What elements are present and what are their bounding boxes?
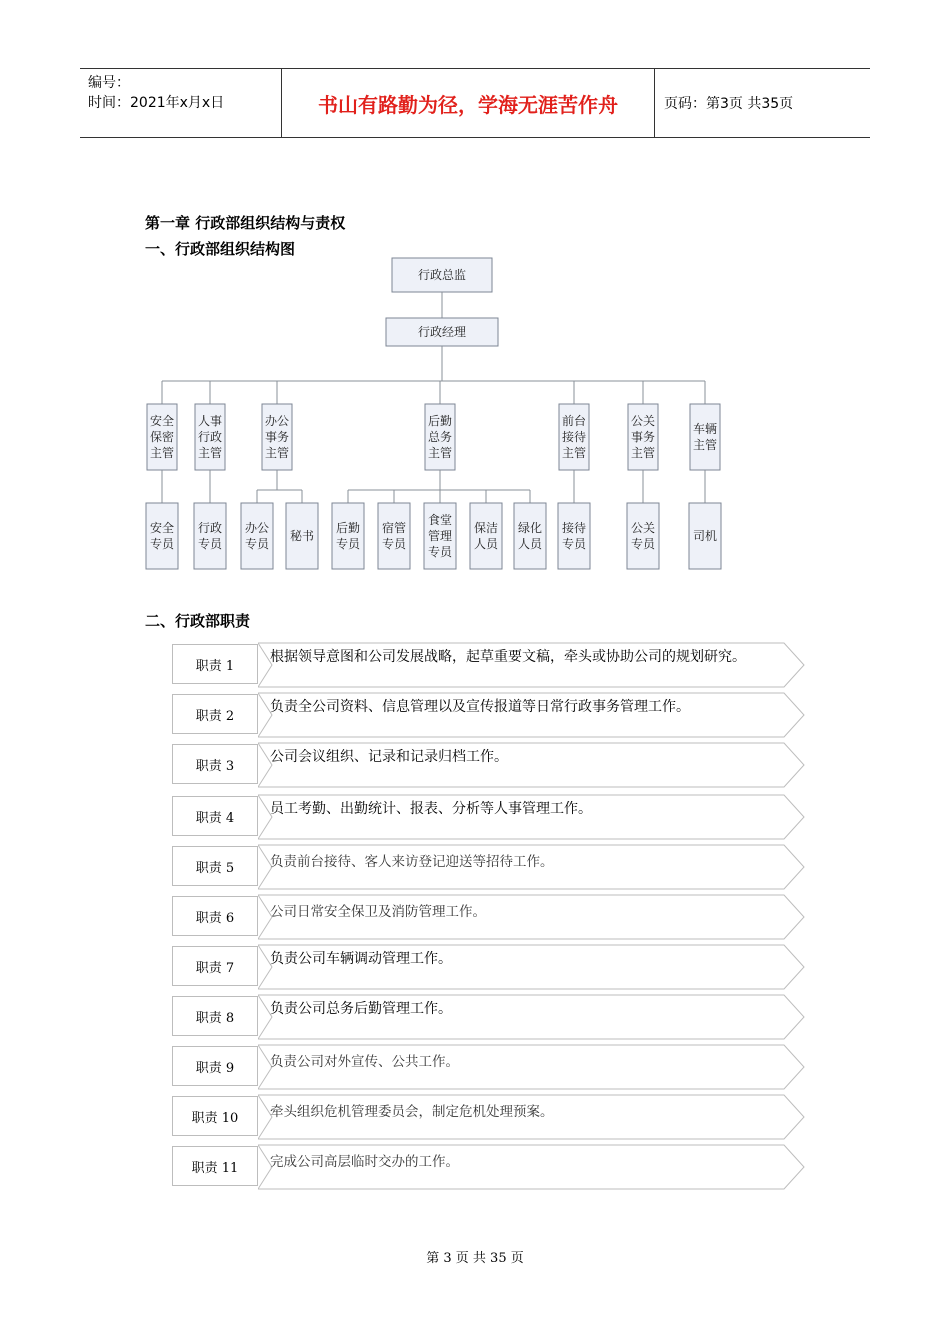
duty-text: 负责公司对外宣传、公共工作。 (270, 1054, 459, 1070)
org-supervisor-label: 保密 (149, 430, 175, 445)
section1-title: 一、行政部组织结构图 (145, 240, 296, 258)
duty-label: 职责 4 (172, 796, 258, 836)
org-staff-label: 专员 (149, 537, 175, 552)
org-staff-label: 后勤 (335, 521, 361, 536)
org-staff-label: 专员 (244, 537, 270, 552)
org-staff-label: 安全 (149, 521, 175, 536)
org-staff-label: 宿管 (381, 521, 407, 536)
duty-text: 根据领导意图和公司发展战略，起草重要文稿，牵头或协助公司的规划研究。 (270, 649, 746, 665)
duty-label: 职责 10 (172, 1096, 258, 1136)
duty-label: 职责 1 (172, 644, 258, 684)
org-staff-label: 专员 (427, 545, 453, 560)
org-staff-box (194, 503, 226, 569)
section2-title: 二、行政部职责 (145, 612, 251, 630)
org-staff-box (146, 503, 178, 569)
org-supervisor-label: 后勤 (427, 414, 453, 429)
org-supervisor-label: 主管 (197, 446, 223, 461)
org-staff-label: 保洁 (473, 521, 499, 536)
duty-text: 负责公司车辆调动管理工作。 (270, 951, 452, 967)
org-staff-box (332, 503, 364, 569)
org-staff-label: 人员 (473, 537, 499, 552)
duty-label: 职责 3 (172, 744, 258, 784)
duty-row (172, 794, 806, 838)
number-label: 编号： (88, 75, 130, 91)
duty-label: 职责 6 (172, 896, 258, 936)
org-supervisor-label: 安全 (149, 414, 175, 429)
header-motto: 书山有路勤为径，学海无涯苦作舟 (282, 69, 655, 137)
duty-label: 职责 2 (172, 694, 258, 734)
org-staff-box (470, 503, 502, 569)
org-supervisor-label: 主管 (149, 446, 175, 461)
duty-row (172, 1144, 806, 1188)
org-chart (0, 0, 950, 600)
duty-row (172, 994, 806, 1038)
duty-row (172, 1044, 806, 1088)
org-staff-label: 管理 (427, 529, 453, 544)
duty-text: 公司日常安全保卫及消防管理工作。 (270, 904, 486, 920)
duty-row (172, 642, 806, 686)
duty-label: 职责 8 (172, 996, 258, 1036)
duty-label: 职责 7 (172, 946, 258, 986)
org-manager-label: 行政经理 (417, 325, 467, 340)
org-director-label: 行政总监 (417, 268, 467, 283)
org-staff-label: 专员 (197, 537, 223, 552)
duty-row (172, 844, 806, 888)
duty-row (172, 944, 806, 988)
org-staff-box (558, 503, 590, 569)
org-supervisor-label: 接待 (561, 430, 587, 445)
org-staff-box (514, 503, 546, 569)
chapter-title: 第一章 行政部组织结构与责权 (145, 214, 346, 232)
org-staff-box (241, 503, 273, 569)
org-staff-label: 专员 (335, 537, 361, 552)
duty-label: 职责 5 (172, 846, 258, 886)
org-supervisor-label: 主管 (630, 446, 656, 461)
duty-text: 负责公司总务后勤管理工作。 (270, 1001, 452, 1017)
org-supervisor-label: 总务 (427, 430, 453, 445)
duty-row (172, 742, 806, 786)
org-staff-box (627, 503, 659, 569)
org-supervisor-label: 前台 (561, 414, 587, 429)
org-staff-label: 绿化 (517, 521, 543, 536)
duty-text: 负责前台接待、客人来访登记迎送等招待工作。 (270, 854, 554, 870)
org-supervisor-label: 公关 (630, 414, 656, 429)
duty-text: 员工考勤、出勤统计、报表、分析等人事管理工作。 (270, 801, 592, 817)
duty-row (172, 1094, 806, 1138)
org-supervisor-label: 办公 (264, 414, 290, 429)
org-supervisor-label: 车辆 (692, 422, 718, 437)
org-staff-label: 公关 (630, 521, 656, 536)
org-staff-label: 办公 (244, 521, 270, 536)
org-supervisor-label: 主管 (264, 446, 290, 461)
org-staff-label: 食堂 (427, 513, 453, 528)
duty-text: 公司会议组织、记录和记录归档工作。 (270, 749, 508, 765)
org-staff-label: 接待 (561, 521, 587, 536)
org-staff-label: 司机 (692, 529, 718, 544)
duty-text: 牵头组织危机管理委员会，制定危机处理预案。 (270, 1104, 554, 1120)
org-staff-label: 行政 (197, 521, 223, 536)
org-staff-label: 专员 (381, 537, 407, 552)
header-page-info: 页码：第3页 共35页 (664, 96, 794, 112)
duty-text: 完成公司高层临时交办的工作。 (270, 1154, 459, 1170)
org-supervisor-label: 主管 (561, 446, 587, 461)
org-supervisor-label: 人事 (197, 414, 223, 429)
org-supervisor-label: 主管 (692, 438, 718, 453)
page-footer: 第 3 页 共 35 页 (426, 1251, 524, 1266)
duty-row (172, 692, 806, 736)
org-supervisor-label: 事务 (630, 430, 656, 445)
org-supervisor-label: 事务 (264, 430, 290, 445)
org-staff-label: 专员 (630, 537, 656, 552)
duty-label: 职责 11 (172, 1146, 258, 1186)
duty-row (172, 894, 806, 938)
org-staff-label: 人员 (517, 537, 543, 552)
duty-label: 职责 9 (172, 1046, 258, 1086)
org-supervisor-box (690, 404, 720, 470)
org-supervisor-label: 主管 (427, 446, 453, 461)
org-staff-label: 专员 (561, 537, 587, 552)
time-label: 时间：2021年x月x日 (88, 95, 225, 111)
duty-text: 负责全公司资料、信息管理以及宣传报道等日常行政事务管理工作。 (270, 699, 690, 715)
org-staff-label: 秘书 (289, 529, 315, 544)
org-staff-box (378, 503, 410, 569)
org-supervisor-label: 行政 (197, 430, 223, 445)
